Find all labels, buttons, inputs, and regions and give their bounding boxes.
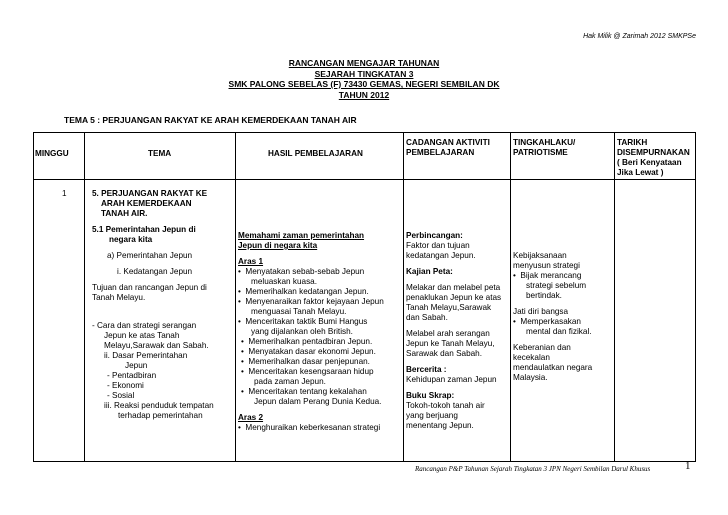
- column-divider: [614, 133, 615, 461]
- title-line: TAHUN 2012: [338, 89, 390, 100]
- header-divider: [34, 179, 695, 180]
- header-tema: TEMA: [148, 149, 172, 158]
- header-hasil: HASIL PEMBELAJARAN: [268, 149, 363, 158]
- title-line: SMK PALONG SEBELAS (F) 73430 GEMAS, NEGERI SEMBILAN DK: [228, 79, 500, 89]
- tingkahlaku-cell: Kebijaksanaan menyusun strategi • Bijak merancang strategi sebelum bertindak. Jati diri bangsa • Memperkasakan mental dan fizikal. Keberanian dan kecekalan mendaulatkan negara Malaysia.: [513, 251, 593, 382]
- column-divider: [510, 133, 511, 461]
- document-title-block: [0, 58, 728, 100]
- column-divider: [235, 133, 236, 461]
- header-tingkahlaku: TINGKAHLAKU/ PATRIOTISME: [513, 138, 576, 157]
- header-aktiviti: CADANGAN AKTIVITI PEMBELAJARAN: [406, 138, 490, 157]
- title-line: RANCANGAN MENGAJAR TAHUNAN: [288, 58, 440, 68]
- header-minggu: MINGGU: [35, 149, 69, 158]
- header-tarikh: TARIKH DISEMPURNAKAN ( Beri Kenyataan Jika Lewat ): [617, 138, 690, 177]
- footer-text: Rancangan P&P Tahunan Sejarah Tingkatan 3 JPN Negeri Sembilan Darul Khusus: [415, 465, 651, 473]
- tema-cell: 5. PERJUANGAN RAKYAT KE ARAH KEMERDEKAAN TANAH AIR. 5.1 Pemerintahan Jepun di negara kita a) Pemerintahan Jepun i. Kedatangan Jepun Tujuan dan rancangan Jepun di Tanah Melayu. - Cara dan strategi serangan Jepun ke atas Tanah Melayu,Sarawak dan Sabah. ii. Dasar Pemerintahan Jepun - Pentadbiran - Ekonomi - Sosial iii. Reaksi penduduk tempatan terhadap pemerintahan: [92, 189, 214, 420]
- page-number: 1: [685, 460, 691, 472]
- title-line: SEJARAH TINGKATAN 3: [314, 68, 414, 79]
- hasil-cell: Memahami zaman pemerintahan Jepun di negara kita Aras 1 • Menyatakan sebab-sebab Jepun meluaskan kuasa. • Memerihalkan kedatangan Jepun. • Menyenaraikan faktor kejayaan Jepun menguasai Tanah Melayu. • Menceritakan taktik Bumi Hangus yang dijalankan oleh British. • Memerihalkan pentadbiran Jepun. • Menyatakan dasar ekonomi Jepun. • Memerihalkan dasar penjepunan. • Menceritakan kesengsaraan hidup pada zaman Jepun. • Menceritakan tentang kekalahan Jepun dalam Perang Dunia Kedua. Aras 2 • Menghuraikan keberkesanan strategi: [238, 231, 384, 432]
- column-divider: [403, 133, 404, 461]
- week-number: 1: [62, 189, 67, 198]
- theme-heading: TEMA 5 : PERJUANGAN RAKYAT KE ARAH KEMERDEKAAN TANAH AIR: [64, 115, 357, 125]
- plan-table: [33, 132, 696, 462]
- column-divider: [84, 133, 85, 461]
- aktiviti-cell: Perbincangan: Faktor dan tujuan kedatangan Jepun. Kajian Peta: Melakar dan melabel peta penaklukan Jepun ke atas Tanah Melayu,Sarawak dan Sabah. Melabel arah serangan Jepun ke Tanah Melayu, Sarawak dan Sabah. Bercerita : Kehidupan zaman Jepun Buku Skrap: Tokoh-tokoh tanah air yang berjuang menentang Jepun.: [406, 231, 502, 430]
- ownership-note: Hak Milik @ Zarimah 2012 SMKPSe: [583, 33, 696, 40]
